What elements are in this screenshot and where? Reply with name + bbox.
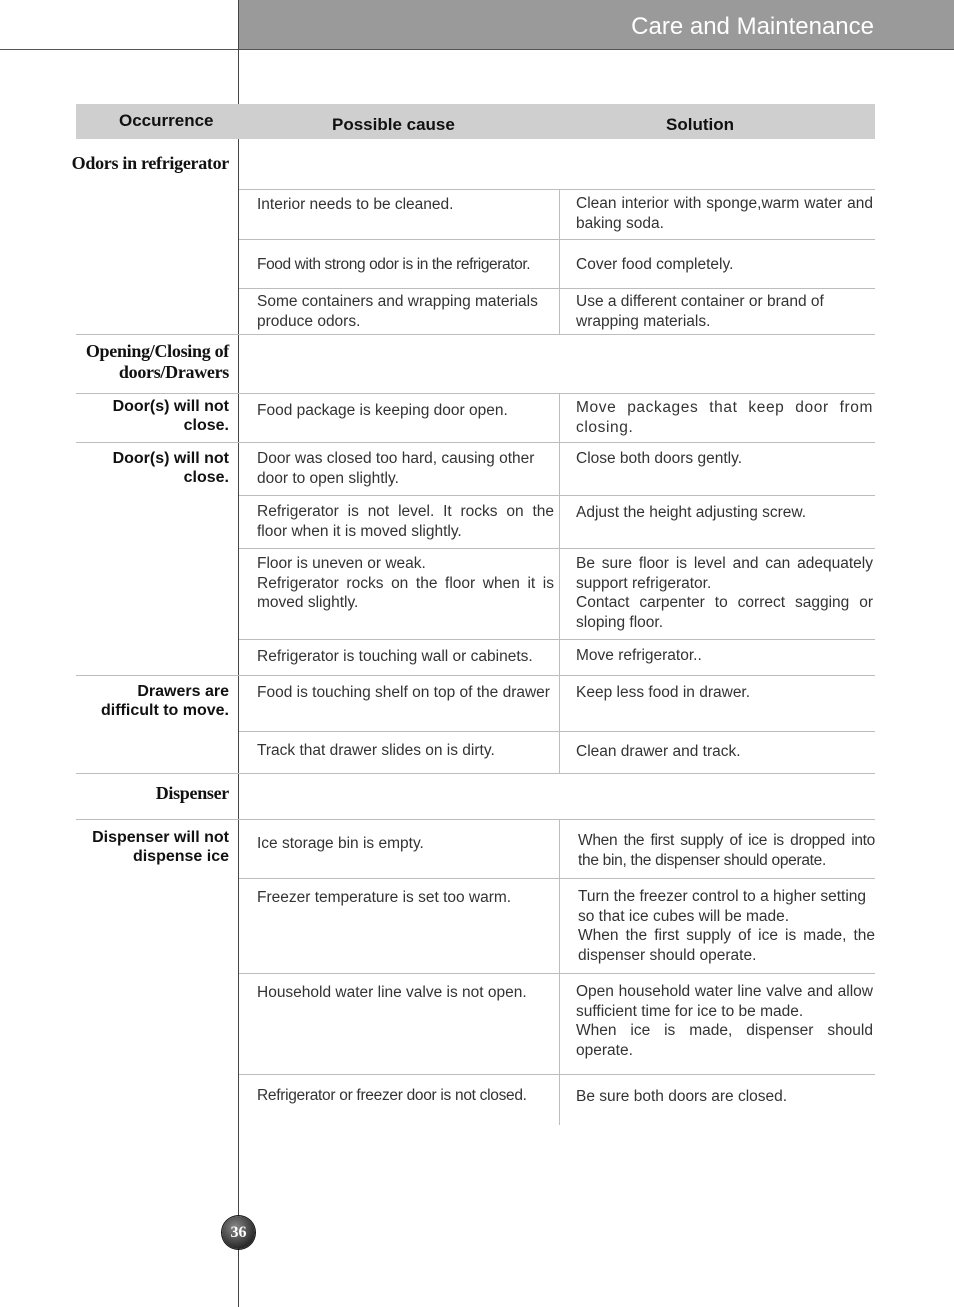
cause-cell: Door was closed too hard, causing other door to open slightly. <box>257 450 535 487</box>
cause-cell: Interior needs to be cleaned. <box>257 196 454 213</box>
solution-cell: Adjust the height adjusting screw. <box>576 504 807 521</box>
column-header-cause: Possible cause <box>332 115 455 134</box>
column-header-occurrence: Occurrence <box>119 111 214 130</box>
cause-cell: Some containers and wrapping materials produce odors. <box>257 293 538 330</box>
cause-cell: Refrigerator is not level. It rocks on the floor when it is moved slightly. <box>257 503 554 540</box>
occurrence-line: close. <box>183 417 229 434</box>
row-divider <box>76 675 875 676</box>
cause-cell <box>257 554 554 613</box>
solution-cell: Close both doors gently. <box>576 450 743 467</box>
column-header-solution: Solution <box>666 115 734 134</box>
cause-cell: Food with strong odor is in the refrigerator. <box>257 256 531 273</box>
solution-cell: Clean drawer and track. <box>576 743 741 760</box>
solution-line: Contact carpenter to correct sagging or sloping floor. <box>576 594 873 631</box>
occurrence-line: dispense ice <box>132 848 229 865</box>
cause-cell: Household water line valve is not open. <box>257 984 527 1001</box>
solution-cell: Be sure both doors are closed. <box>576 1088 788 1105</box>
column-divider <box>559 393 560 773</box>
row-divider <box>76 442 875 443</box>
header-rule <box>0 49 238 50</box>
row-divider <box>239 239 875 240</box>
row-divider <box>239 288 875 289</box>
row-divider <box>76 393 875 394</box>
solution-cell <box>576 554 873 632</box>
solution-cell: Keep less food in drawer. <box>576 684 751 701</box>
cause-cell: Food package is keeping door open. <box>257 402 508 419</box>
section-title-line: doors/Drawers <box>118 362 229 382</box>
cause-line: Floor is uneven or weak. <box>257 555 426 572</box>
row-divider <box>239 973 875 974</box>
cause-cell: Refrigerator or freezer door is not closed. <box>257 1087 527 1104</box>
occurrence-line: close. <box>183 469 229 486</box>
column-divider <box>559 189 560 334</box>
solution-cell: Clean interior with sponge,warm water and baking soda. <box>576 195 873 232</box>
cause-cell: Ice storage bin is empty. <box>257 835 424 852</box>
solution-cell <box>578 887 875 965</box>
cause-cell: Freezer temperature is set too warm. <box>257 889 512 906</box>
row-divider <box>239 495 875 496</box>
page-number-badge: 36 <box>222 1216 255 1249</box>
solution-line: Open household water line valve and allow sufficient time for ice to be made. <box>576 983 873 1020</box>
occurrence-dispenser-no-ice <box>76 828 229 866</box>
row-divider <box>76 819 875 820</box>
section-divider <box>76 773 875 774</box>
row-divider <box>239 189 875 190</box>
row-divider <box>239 548 875 549</box>
row-divider <box>239 639 875 640</box>
solution-cell: Move packages that keep door from closing. <box>576 399 873 436</box>
column-header-row <box>76 104 875 139</box>
page-title: Care and Maintenance <box>631 13 874 40</box>
left-margin-rule <box>238 0 239 1307</box>
header-bar <box>238 0 954 50</box>
occurrence-drawers-difficult <box>76 682 229 720</box>
solution-line: When the first supply of ice is made, the dispenser should operate. <box>578 927 875 964</box>
cause-line: Refrigerator rocks on the floor when it is moved slightly. <box>257 574 554 611</box>
occurrence-line: Drawers are <box>137 683 229 700</box>
solution-line: When ice is made, dispenser should operate. <box>576 1022 873 1059</box>
section-title-line: Opening/Closing of <box>85 341 229 361</box>
solution-cell: Cover food completely. <box>576 256 734 273</box>
row-divider <box>239 878 875 879</box>
section-title-odors: Odors in refrigerator <box>71 153 229 173</box>
column-divider <box>559 819 560 1125</box>
occurrence-line: Door(s) will not <box>112 450 229 467</box>
occurrence-line: difficult to move. <box>101 702 229 719</box>
cause-cell: Refrigerator is touching wall or cabinets. <box>257 648 533 665</box>
solution-line: Turn the freezer control to a higher setting so that ice cubes will be made. <box>578 888 867 925</box>
solution-line: Be sure floor is level and can adequately support refrigerator. <box>576 555 873 592</box>
section-divider <box>76 334 875 335</box>
occurrence-doors-will-not-close-2 <box>76 449 229 487</box>
solution-cell: When the first supply of ice is dropped into the bin, the dispenser should operate. <box>578 832 875 869</box>
solution-cell <box>576 982 873 1060</box>
cause-cell: Track that drawer slides on is dirty. <box>257 742 495 759</box>
section-title-dispenser: Dispenser <box>155 783 229 803</box>
occurrence-doors-will-not-close <box>76 397 229 435</box>
occurrence-line: Door(s) will not <box>112 398 229 415</box>
occurrence-line: Dispenser will not <box>92 829 229 846</box>
row-divider <box>239 731 875 732</box>
section-title-doors <box>76 341 229 383</box>
row-divider <box>239 1074 875 1075</box>
solution-cell: Use a different container or brand of wrapping materials. <box>576 293 824 330</box>
solution-cell: Move refrigerator.. <box>576 647 702 664</box>
cause-cell: Food is touching shelf on top of the drawer <box>257 684 550 701</box>
